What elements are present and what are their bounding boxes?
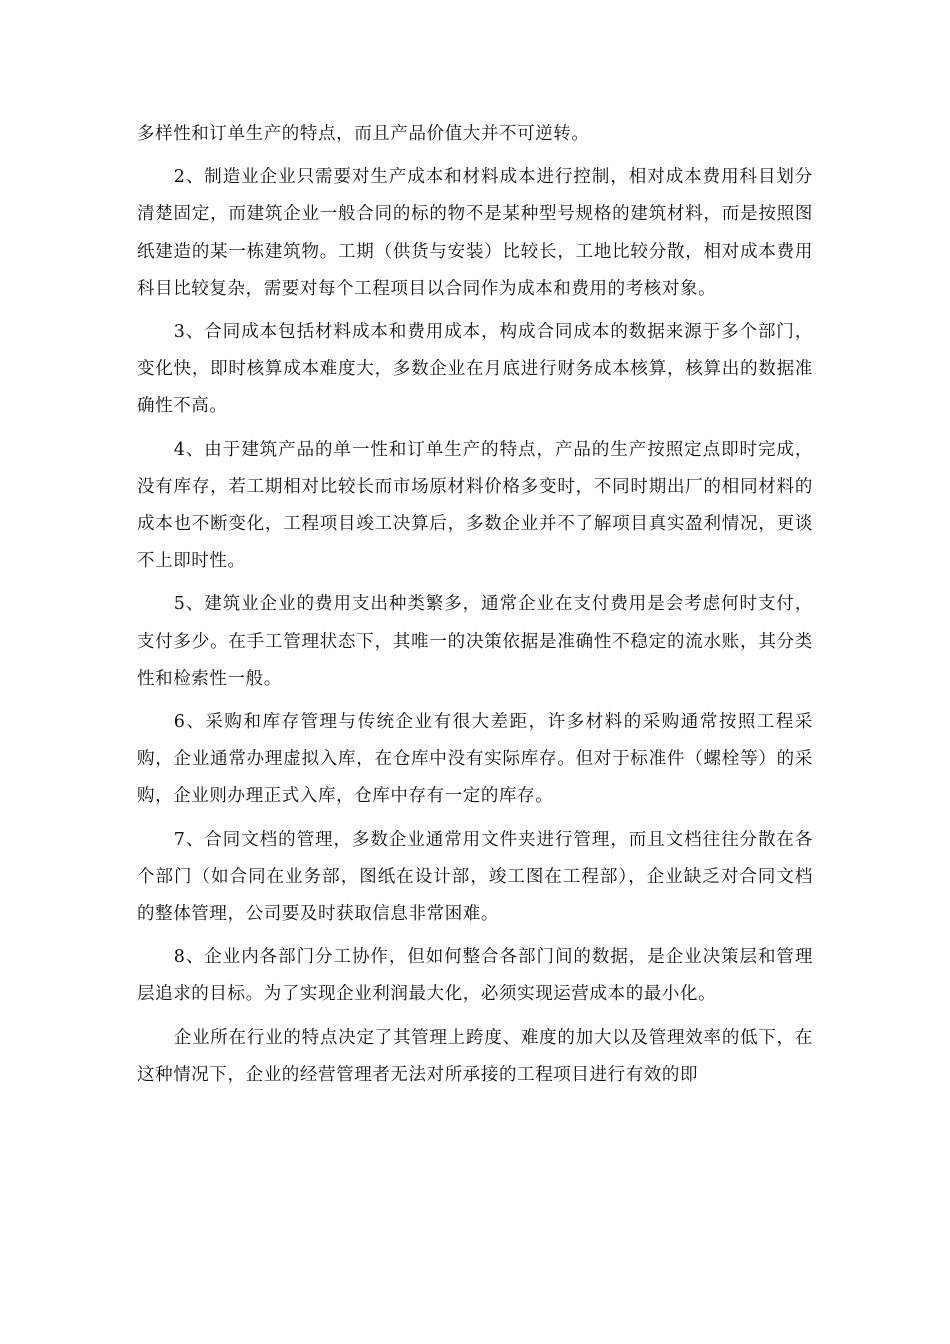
paragraph-item-3: 3、合同成本包括材料成本和费用成本，构成合同成本的数据来源于多个部门，变化快，即时核算成本难度大，多数企业在月底进行财务成本核算，核算出的数据准确性不高。 — [137, 322, 813, 417]
paragraph-continuation: 多样性和订单生产的特点，而且产品价值大并不可逆转。 — [137, 124, 590, 144]
paragraph-item-2: 2、制造业企业只需要对生产成本和材料成本进行控制，相对成本费用科目划分清楚固定，而建筑企业一般合同的标的物不是某种型号规格的建筑材料，而是按照图纸建造的某一栋建筑物。工期（供货与安装）比较长，工地比较分散，相对成本费用科目比较复杂，需要对每个工程项目以合同作为成本和费用的考核对象。 — [137, 167, 813, 299]
paragraph-summary: 企业所在行业的特点决定了其管理上跨度、难度的加大以及管理效率的低下，在这种情况下，企业的经营管理者无法对所承接的工程项目进行有效的即 — [137, 1027, 813, 1085]
paragraph-item-7: 7、合同文档的管理，多数企业通常用文件夹进行管理，而且文档往往分散在各个部门（如合同在业务部，图纸在设计部，竣工图在工程部），企业缺乏对合同文档的整体管理，公司要及时获取信息非常困难。 — [137, 829, 813, 925]
paragraph-item-5: 5、建筑业企业的费用支出种类繁多，通常企业在支付费用是会考虑何时支付，支付多少。在手工管理状态下，其唯一的决策依据是准确性不稳定的流水账，其分类性和检索性一般。 — [137, 594, 813, 689]
paragraph-item-6: 6、采购和库存管理与传统企业有很大差距，许多材料的采购通常按照工程采购，企业通常办理虚拟入库，在仓库中没有实际库存。但对于标准件（螺栓等）的采购，企业则办理正式入库，仓库中存有一定的库存。 — [137, 712, 813, 807]
document-body — [137, 116, 813, 1100]
paragraph-item-8: 8、企业内各部门分工协作，但如何整合各部门间的数据，是企业决策层和管理层追求的目标。为了实现企业利润最大化，必须实现运营成本的最小化。 — [137, 947, 813, 1005]
paragraph-item-4: 4、由于建筑产品的单一性和订单生产的特点，产品的生产按照定点即时完成，没有库存，若工期相对比较长而市场原材料价格多变时，不同时期出厂的相同材料的成本也不断变化，工程项目竣工决算后，多数企业并不了解项目真实盈利情况，更谈不上即时性。 — [137, 439, 813, 572]
